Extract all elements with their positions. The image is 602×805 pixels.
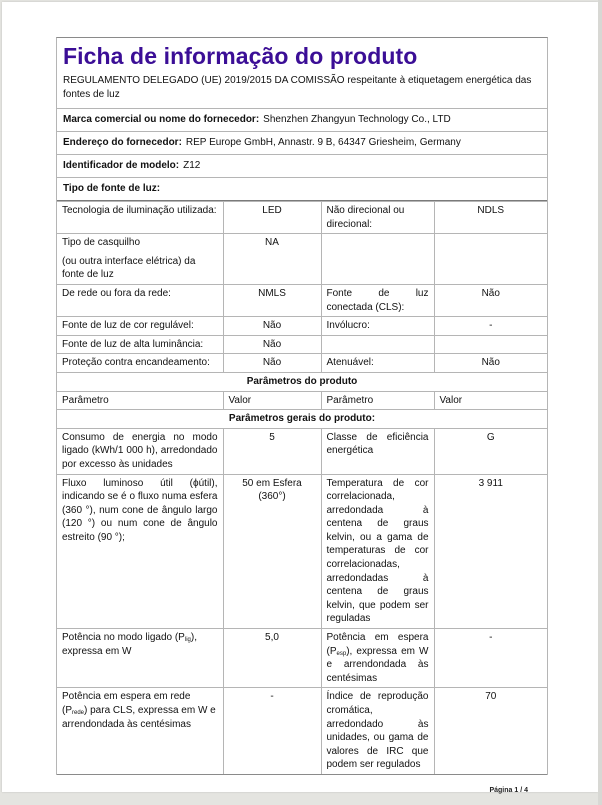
supplier-brand-row	[57, 109, 547, 132]
value-cell	[434, 234, 547, 285]
table-row	[57, 234, 547, 285]
value-cell: 70	[434, 688, 547, 775]
product-info-sheet	[56, 37, 548, 775]
column-header-row	[57, 391, 547, 410]
light-source-type-label: Tipo de fonte de luz:	[63, 183, 161, 194]
value-cell: -	[434, 317, 547, 336]
value-cell: Não	[434, 284, 547, 316]
value-cell: 5	[223, 428, 321, 474]
value-cell: NDLS	[434, 202, 547, 234]
light-source-type-row	[57, 178, 547, 201]
table-row	[57, 428, 547, 474]
param-text: ) para CLS, expressa em W e arrendondada às centésimas	[62, 705, 216, 730]
param-cell	[321, 629, 434, 688]
value-cell: -	[434, 629, 547, 688]
param-text: Potência em espera (P	[326, 632, 429, 657]
regulation-subtitle: REGULAMENTO DELEGADO (UE) 2019/2015 DA COMISSÃO respeitante à etiquetagem energética das fontes de luz	[57, 71, 547, 109]
page-number: Página 1 / 4	[489, 787, 528, 794]
param-text: Potência no modo ligado (P	[62, 632, 185, 644]
model-identifier-label: Identificador de modelo:	[63, 160, 180, 171]
param-cell: Fluxo luminoso útil (ϕútil), indicando se é o fluxo numa esfera (360 °), num cone de ângulo largo (120 °) ou num cone de ângulo estreito (90 °);	[57, 474, 223, 629]
param-cell: Atenuável:	[321, 354, 434, 373]
page-title: Ficha de informação do produto	[63, 43, 418, 69]
value-cell: 5,0	[223, 629, 321, 688]
param-subscript: lig	[184, 637, 191, 644]
param-cell: Temperatura de cor correlacionada, arredondada à centena de graus kelvin, ou a gama de temperaturas de cor correlacionadas, arredondadas à centena de graus kelvin, que podem ser reguladas	[321, 474, 434, 629]
param-subscript: esp	[336, 650, 347, 657]
supplier-brand-label: Marca comercial ou nome do fornecedor:	[63, 114, 260, 125]
param-cell	[57, 688, 223, 775]
param-text: (ou outra interface elétrica) da fonte de luz	[62, 255, 196, 281]
value-cell: G	[434, 428, 547, 474]
param-cell: Classe de eficiência energética	[321, 428, 434, 474]
value-cell: Não	[223, 335, 321, 354]
param-cell: Fonte de luz de alta luminância:	[57, 335, 223, 354]
table-row	[57, 474, 547, 629]
table-row	[57, 317, 547, 336]
param-cell: Fonte de luz conectada (CLS):	[321, 284, 434, 316]
supplier-address-value: REP Europe GmbH, Annastr. 9 B, 64347 Griesheim, Germany	[185, 137, 461, 148]
product-parameters-heading: Parâmetros do produto	[57, 372, 547, 391]
param-cell: Proteção contra encandeamento:	[57, 354, 223, 373]
param-cell: Tecnologia de iluminação utilizada:	[57, 202, 223, 234]
value-cell: LED	[223, 202, 321, 234]
value-cell: NMLS	[223, 284, 321, 316]
model-identifier-row	[57, 155, 547, 178]
param-cell: Consumo de energia no modo ligado (kWh/1 000 h), arredondado por excesso às unidades	[57, 428, 223, 474]
value-cell: Não	[434, 354, 547, 373]
param-text: ), expressa em W	[62, 632, 197, 657]
column-header-value: Valor	[434, 391, 547, 410]
table-row	[57, 335, 547, 354]
table-row	[57, 354, 547, 373]
param-cell: Não direcional ou direcional:	[321, 202, 434, 234]
column-header-parameter: Parâmetro	[57, 391, 223, 410]
param-cell: De rede ou fora da rede:	[57, 284, 223, 316]
section-header-row	[57, 372, 547, 391]
value-cell: Não	[223, 317, 321, 336]
column-header-parameter: Parâmetro	[321, 391, 434, 410]
table-row	[57, 202, 547, 234]
value-cell	[434, 335, 547, 354]
param-text: Tipo de casquilho	[62, 237, 141, 249]
supplier-brand-value: Shenzhen Zhangyun Technology Co., LTD	[263, 114, 451, 125]
supplier-address-label: Endereço do fornecedor:	[63, 137, 182, 148]
value-cell: Não	[223, 354, 321, 373]
section-header-row	[57, 410, 547, 429]
param-text: Potência em espera em rede (P	[62, 691, 191, 716]
window-edge	[598, 0, 602, 805]
model-identifier-value: Z12	[183, 160, 201, 171]
param-cell	[57, 234, 223, 285]
param-cell: Invólucro:	[321, 317, 434, 336]
param-cell	[321, 335, 434, 354]
param-text: ), expressa em W e arrendondada às centésimas	[326, 645, 429, 684]
document-page	[2, 2, 598, 792]
table-row	[57, 284, 547, 316]
param-cell	[321, 234, 434, 285]
value-cell: 50 em Esfera (360°)	[223, 474, 321, 629]
table-row	[57, 629, 547, 688]
param-cell: Fonte de luz de cor regulável:	[57, 317, 223, 336]
light-source-table	[57, 201, 547, 775]
param-cell: Índice de reprodução cromática, arredondado às unidades, ou gama de valores de IRC que podem ser regulados	[321, 688, 434, 775]
value-cell: -	[223, 688, 321, 775]
table-row	[57, 688, 547, 775]
param-subscript: rede	[72, 710, 85, 716]
column-header-value: Valor	[223, 391, 321, 410]
value-cell: NA	[223, 234, 321, 285]
value-cell: 3 911	[434, 474, 547, 629]
general-parameters-heading: Parâmetros gerais do produto:	[57, 410, 547, 429]
param-cell	[57, 629, 223, 688]
supplier-address-row	[57, 132, 547, 155]
